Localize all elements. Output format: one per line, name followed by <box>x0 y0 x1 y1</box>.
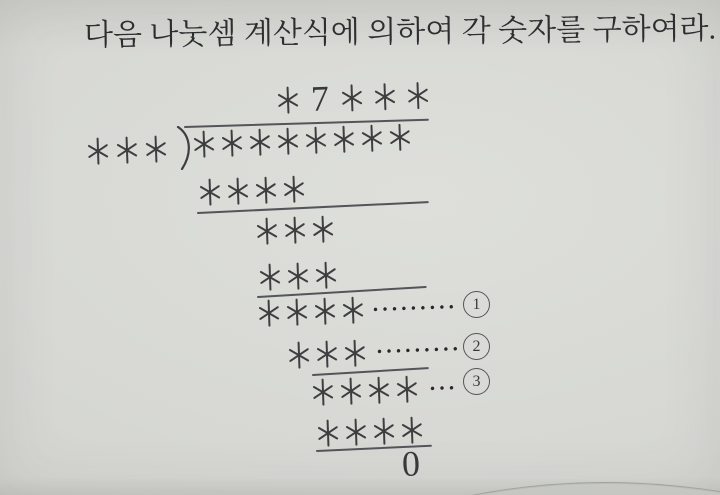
asterisk-glyph <box>368 376 389 404</box>
asterisk-glyph <box>407 81 428 109</box>
step-row-6 <box>313 374 418 406</box>
step-row-3 <box>260 260 337 291</box>
circled-number-3 <box>463 368 490 395</box>
asterisk-glyph <box>333 125 354 153</box>
asterisk-glyph <box>373 417 394 445</box>
asterisk-glyph <box>289 341 310 369</box>
asterisk-glyph <box>342 296 363 324</box>
asterisk-glyph <box>346 418 367 446</box>
asterisk-glyph <box>278 86 299 114</box>
asterisk-glyph <box>312 215 333 243</box>
asterisk-glyph <box>194 130 215 158</box>
asterisk-glyph <box>401 416 422 444</box>
step-row-5 <box>289 338 366 369</box>
step-row-4 <box>259 295 364 327</box>
asterisk-glyph <box>341 84 362 112</box>
final-remainder <box>401 443 421 484</box>
problem-title: 다음 나눗셈 계산식에 의하여 각 숫자를 구하여라. <box>83 12 717 52</box>
asterisk-glyph <box>396 375 417 403</box>
circled-number-2-label: 2 <box>472 337 481 355</box>
circled-number-2 <box>463 333 490 360</box>
asterisk-glyph <box>288 262 309 290</box>
asterisk-glyph <box>257 217 278 245</box>
asterisk-glyph <box>318 419 339 447</box>
asterisk-glyph <box>222 129 243 157</box>
divisor-row <box>88 134 167 165</box>
division-bracket-icon <box>175 126 195 170</box>
circled-number-3-label: 3 <box>472 372 481 390</box>
step-row-1 <box>200 174 305 206</box>
dividend-row <box>194 122 411 158</box>
asterisk-glyph <box>259 299 280 327</box>
dotted-leader-3: ••• <box>428 381 458 396</box>
asterisk-glyph <box>361 124 382 152</box>
circled-number-1 <box>463 291 490 318</box>
step-row-2 <box>257 214 334 245</box>
asterisk-glyph <box>200 178 221 206</box>
asterisk-glyph <box>117 136 138 164</box>
dotted-leader-2: ••••••••• <box>375 342 462 359</box>
digit-7: 7 <box>310 78 330 119</box>
asterisk-glyph <box>260 263 281 291</box>
quotient-row <box>278 78 429 119</box>
asterisk-glyph <box>389 123 410 151</box>
asterisk-glyph <box>374 82 395 110</box>
asterisk-glyph <box>145 135 166 163</box>
digit-0: 0 <box>401 443 421 484</box>
asterisk-glyph <box>285 216 306 244</box>
asterisk-glyph <box>317 340 338 368</box>
asterisk-glyph <box>277 127 298 155</box>
asterisk-glyph <box>283 175 304 203</box>
circled-number-1-label: 1 <box>472 295 481 313</box>
asterisk-glyph <box>287 298 308 326</box>
asterisk-glyph <box>88 137 109 165</box>
asterisk-glyph <box>315 261 336 289</box>
asterisk-glyph <box>313 378 334 406</box>
asterisk-glyph <box>341 377 362 405</box>
asterisk-glyph <box>249 128 270 156</box>
asterisk-glyph <box>344 339 365 367</box>
asterisk-glyph <box>228 177 249 205</box>
step-row-7 <box>318 415 423 447</box>
dotted-leader-1: ••••••••• <box>371 300 458 317</box>
asterisk-glyph <box>314 297 335 325</box>
asterisk-glyph <box>255 176 276 204</box>
asterisk-glyph <box>305 126 326 154</box>
